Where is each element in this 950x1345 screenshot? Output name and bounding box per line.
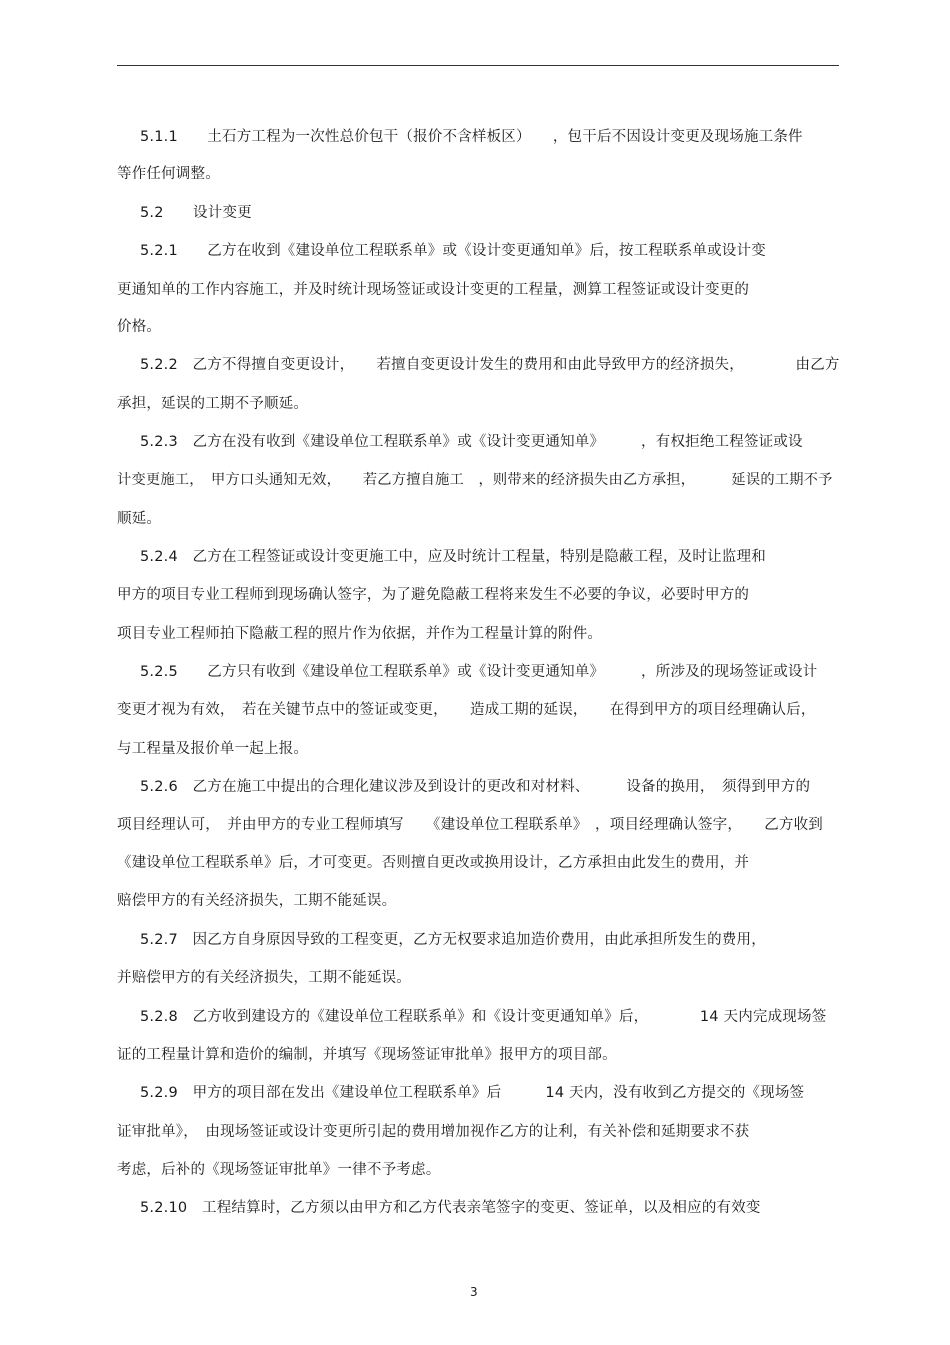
clause-5-2-1-line-2: 更通知单的工作内容施工，并及时统计现场签证或设计变更的工程量，测算工程签证或设计变更的: [117, 282, 750, 298]
clause-5-1-1-line-1: 5.1.1 土石方工程为一次性总价包干（报价不含样板区） ，包干后不因设计变更及现场施工条件: [140, 129, 803, 145]
clause-5-2-6-line-3: 《建设单位工程联系单》后，才可变更。否则擅自更改或换用设计，乙方承担由此发生的费用，并: [117, 855, 750, 871]
clause-5-2-8-line-2: 证的工程量计算和造价的编制，并填写《现场签证审批单》报甲方的项目部。: [117, 1047, 617, 1063]
clause-5-1-1-line-2: 等作任何调整。: [117, 166, 220, 182]
clause-5-2-1-line-1: 5.2.1 乙方在收到《建设单位工程联系单》或《设计变更通知单》后，按工程联系单或设计变: [140, 243, 766, 259]
clause-5-2-1-line-3: 价格。: [117, 319, 162, 335]
clause-5-2-4-line-1: 5.2.4 乙方在工程签证或设计变更施工中，应及时统计工程量，特别是隐蔽工程，及时让监理和: [140, 549, 766, 565]
clause-5-2-3-line-1: 5.2.3 乙方在没有收到《建设单位工程联系单》或《设计变更通知单》 ，有权拒绝工程签证或设: [140, 434, 803, 450]
section-5-2-heading: 5.2 设计变更: [140, 205, 252, 221]
clause-5-2-10-line-1: 5.2.10 工程结算时，乙方须以由甲方和乙方代表亲笔签字的变更、签证单，以及相应的有效变: [140, 1200, 761, 1216]
clause-5-2-2-line-1: 5.2.2 乙方不得擅自变更设计， 若擅自变更设计发生的费用和由此导致甲方的经济损失， 由乙方: [140, 357, 840, 373]
clause-5-2-3-line-3: 顺延。: [117, 511, 162, 527]
clause-5-2-4-line-3: 项目专业工程师拍下隐蔽工程的照片作为依据，并作为工程量计算的附件。: [117, 626, 603, 642]
clause-5-2-5-line-2: 变更才视为有效， 若在关键节点中的签证或变更， 造成工期的延误， 在得到甲方的项目经理确认后，: [117, 702, 816, 718]
clause-5-2-3-line-2: 计变更施工， 甲方口头通知无效， 若乙方擅自施工 ，则带来的经济损失由乙方承担， 延误的工期不予: [117, 472, 833, 488]
clause-5-2-7-line-1: 5.2.7 因乙方自身原因导致的工程变更，乙方无权要求追加造价费用，由此承担所发生的费用，: [140, 932, 766, 948]
clause-5-2-9-line-1: 5.2.9 甲方的项目部在发出《建设单位工程联系单》后 14 天内，没有收到乙方提交的《现场签: [140, 1085, 805, 1101]
clause-5-2-5-line-1: 5.2.5 乙方只有收到《建设单位工程联系单》或《设计变更通知单》 ，所涉及的现场签证或设计: [140, 664, 818, 680]
clause-5-2-6-line-4: 赔偿甲方的有关经济损失，工期不能延误。: [117, 893, 397, 909]
clause-5-2-8-line-1: 5.2.8 乙方收到建设方的《建设单位工程联系单》和《设计变更通知单》后， 14 天内完成现场签: [140, 1009, 827, 1025]
clause-5-2-9-line-2: 证审批单》， 由现场签证或设计变更所引起的费用增加视作乙方的让利，有关补偿和延期要求不获: [117, 1124, 750, 1140]
header-rule: [117, 65, 839, 66]
page-number: 3: [470, 1285, 478, 1299]
clause-5-2-7-line-2: 并赔偿甲方的有关经济损失，工期不能延误。: [117, 970, 411, 986]
clause-5-2-6-line-1: 5.2.6 乙方在施工中提出的合理化建议涉及到设计的更改和对材料、 设备的换用， 须得到甲方的: [140, 779, 811, 795]
clause-5-2-9-line-3: 考虑，后补的《现场签证审批单》一律不予考虑。: [117, 1162, 441, 1178]
clause-5-2-4-line-2: 甲方的项目专业工程师到现场确认签字，为了避免隐蔽工程将来发生不必要的争议，必要时甲方的: [117, 587, 750, 603]
clause-5-2-2-line-2: 承担，延误的工期不予顺延。: [117, 396, 309, 412]
clause-5-2-5-line-3: 与工程量及报价单一起上报。: [117, 741, 309, 757]
clause-5-2-6-line-2: 项目经理认可， 并由甲方的专业工程师填写 《建设单位工程联系单》 ，项目经理确认签字， 乙方收到: [117, 817, 823, 833]
